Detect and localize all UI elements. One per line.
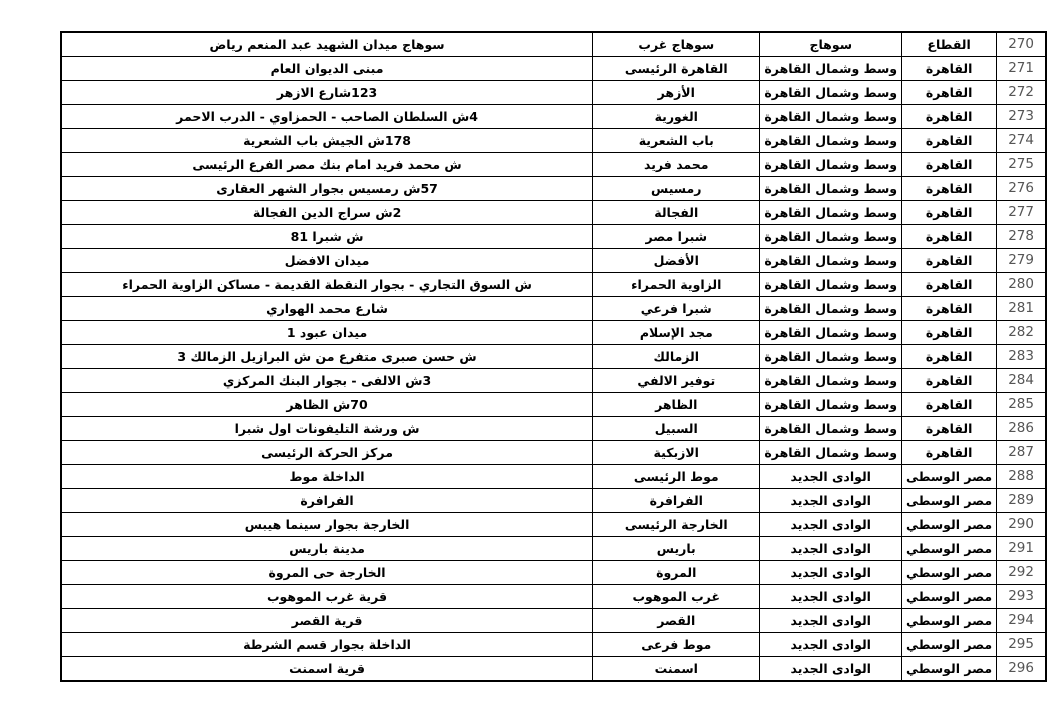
row-number-cell: 272 [997, 81, 1046, 105]
row-number-cell: 284 [997, 369, 1046, 393]
region-cell: وسط وشمال القاهرة [760, 345, 902, 369]
region-cell: وسط وشمال القاهرة [760, 297, 902, 321]
sector-cell: القاهرة [902, 393, 997, 417]
region-cell: وسط وشمال القاهرة [760, 249, 902, 273]
table-row [61, 105, 1046, 129]
row-number-cell: 290 [997, 513, 1046, 537]
office-cell: مجد الإسلام [593, 321, 760, 345]
row-number-cell: 294 [997, 609, 1046, 633]
sector-cell: مصر الوسطي [902, 561, 997, 585]
office-cell: توفير الالفي [593, 369, 760, 393]
office-cell: سوهاج غرب [593, 32, 760, 57]
table-row [61, 417, 1046, 441]
office-cell: غرب الموهوب [593, 585, 760, 609]
address-cell: 3ش الالفى - بجوار البنك المركزي [61, 369, 593, 393]
sector-cell: القاهرة [902, 441, 997, 465]
office-cell: باب الشعرية [593, 129, 760, 153]
row-number-cell: 286 [997, 417, 1046, 441]
sector-cell: القاهرة [902, 297, 997, 321]
office-cell: رمسيس [593, 177, 760, 201]
office-cell: الزاوية الحمراء [593, 273, 760, 297]
region-cell: الوادى الجديد [760, 561, 902, 585]
row-number-cell: 295 [997, 633, 1046, 657]
address-cell: ميدان عبود 1 [61, 321, 593, 345]
address-cell: ميدان الافضل [61, 249, 593, 273]
office-cell: الأفضل [593, 249, 760, 273]
region-cell: وسط وشمال القاهرة [760, 369, 902, 393]
table-row [61, 81, 1046, 105]
office-cell: الغورية [593, 105, 760, 129]
office-cell: الظاهر [593, 393, 760, 417]
address-cell: الخارجة بجوار سينما هيبس [61, 513, 593, 537]
office-cell: موط الرئيسى [593, 465, 760, 489]
region-cell: الوادى الجديد [760, 465, 902, 489]
office-cell: الزمالك [593, 345, 760, 369]
region-cell: الوادى الجديد [760, 489, 902, 513]
row-number-cell: 287 [997, 441, 1046, 465]
address-cell: 123شارع الازهر [61, 81, 593, 105]
address-cell: الخارجة حى المروة [61, 561, 593, 585]
table-row [61, 441, 1046, 465]
address-cell: 57ش رمسيس بجوار الشهر العقارى [61, 177, 593, 201]
office-cell: المروة [593, 561, 760, 585]
region-cell: الوادى الجديد [760, 609, 902, 633]
table-row [61, 249, 1046, 273]
row-number-cell: 285 [997, 393, 1046, 417]
branch-table [60, 31, 1047, 682]
region-cell: الوادى الجديد [760, 633, 902, 657]
row-number-cell: 273 [997, 105, 1046, 129]
sector-cell: القاهرة [902, 57, 997, 81]
region-cell: سوهاج [760, 32, 902, 57]
sector-cell: مصر الوسطي [902, 633, 997, 657]
region-cell: وسط وشمال القاهرة [760, 129, 902, 153]
row-number-cell: 275 [997, 153, 1046, 177]
address-cell: قرية القصر [61, 609, 593, 633]
branch-table-body [61, 32, 1046, 681]
row-number-cell: 288 [997, 465, 1046, 489]
office-cell: الخارجة الرئيسى [593, 513, 760, 537]
sector-cell: القاهرة [902, 177, 997, 201]
address-cell: ش محمد فريد امام بنك مصر الفرع الرئيسى [61, 153, 593, 177]
table-row [61, 345, 1046, 369]
address-cell: مبنى الديوان العام [61, 57, 593, 81]
table-row [61, 177, 1046, 201]
table-row [61, 32, 1046, 57]
sector-cell: القاهرة [902, 129, 997, 153]
region-cell: وسط وشمال القاهرة [760, 177, 902, 201]
region-cell: الوادى الجديد [760, 513, 902, 537]
region-cell: وسط وشمال القاهرة [760, 393, 902, 417]
table-row [61, 561, 1046, 585]
sector-cell: مصر الوسطي [902, 657, 997, 682]
address-cell: سوهاج ميدان الشهيد عبد المنعم رياض [61, 32, 593, 57]
table-row [61, 321, 1046, 345]
sector-cell: القاهرة [902, 105, 997, 129]
row-number-cell: 279 [997, 249, 1046, 273]
office-cell: القاهرة الرئيسى [593, 57, 760, 81]
region-cell: وسط وشمال القاهرة [760, 225, 902, 249]
office-cell: شبرا فرعي [593, 297, 760, 321]
office-cell: الأزهر [593, 81, 760, 105]
office-cell: السبيل [593, 417, 760, 441]
table-row [61, 489, 1046, 513]
table-row [61, 609, 1046, 633]
region-cell: وسط وشمال القاهرة [760, 81, 902, 105]
sector-cell: مصر الوسطي [902, 609, 997, 633]
region-cell: وسط وشمال القاهرة [760, 201, 902, 225]
region-cell: وسط وشمال القاهرة [760, 273, 902, 297]
sector-cell: القاهرة [902, 321, 997, 345]
row-number-cell: 277 [997, 201, 1046, 225]
row-number-cell: 291 [997, 537, 1046, 561]
region-cell: وسط وشمال القاهرة [760, 321, 902, 345]
table-row [61, 465, 1046, 489]
sector-cell: القاهرة [902, 369, 997, 393]
sector-cell: مصر الوسطي [902, 537, 997, 561]
office-cell: باريس [593, 537, 760, 561]
sector-cell: مصر الوسطي [902, 513, 997, 537]
row-number-cell: 293 [997, 585, 1046, 609]
table-row [61, 129, 1046, 153]
office-cell: الازبكية [593, 441, 760, 465]
sector-cell: القاهرة [902, 249, 997, 273]
row-number-cell: 270 [997, 32, 1046, 57]
office-cell: الفرافرة [593, 489, 760, 513]
office-cell: شبرا مصر [593, 225, 760, 249]
sector-cell: القاهرة [902, 417, 997, 441]
region-cell: وسط وشمال القاهرة [760, 105, 902, 129]
sector-cell: القاهرة [902, 273, 997, 297]
address-cell: 2ش سراج الدين الفجالة [61, 201, 593, 225]
region-cell: وسط وشمال القاهرة [760, 441, 902, 465]
address-cell: قرية غرب الموهوب [61, 585, 593, 609]
row-number-cell: 271 [997, 57, 1046, 81]
row-number-cell: 292 [997, 561, 1046, 585]
table-row [61, 153, 1046, 177]
row-number-cell: 283 [997, 345, 1046, 369]
address-cell: مركز الحركة الرئيسى [61, 441, 593, 465]
office-cell: اسمنت [593, 657, 760, 682]
sector-cell: القاهرة [902, 81, 997, 105]
address-cell: قرية اسمنت [61, 657, 593, 682]
table-row [61, 513, 1046, 537]
address-cell: 4ش السلطان الصاحب - الحمزاوي - الدرب الاحمر [61, 105, 593, 129]
address-cell: 178ش الجيش باب الشعرية [61, 129, 593, 153]
address-cell: شارع محمد الهواري [61, 297, 593, 321]
table-row [61, 273, 1046, 297]
sector-cell: مصر الوسطي [902, 585, 997, 609]
row-number-cell: 280 [997, 273, 1046, 297]
table-row [61, 201, 1046, 225]
region-cell: الوادى الجديد [760, 537, 902, 561]
row-number-cell: 282 [997, 321, 1046, 345]
address-cell: ش السوق التجاري - بجوار النقطة القديمة - مساكن الزاوية الحمراء [61, 273, 593, 297]
address-cell: 70ش الظاهر [61, 393, 593, 417]
address-cell: الداخلة بجوار قسم الشرطة [61, 633, 593, 657]
table-row [61, 633, 1046, 657]
sector-cell: القطاع [902, 32, 997, 57]
address-cell: الفرافرة [61, 489, 593, 513]
table-row [61, 225, 1046, 249]
region-cell: الوادى الجديد [760, 657, 902, 682]
table-row [61, 57, 1046, 81]
address-cell: ش حسن صبرى متفرع من ش البرازيل الزمالك 3 [61, 345, 593, 369]
sector-cell: القاهرة [902, 225, 997, 249]
region-cell: الوادى الجديد [760, 585, 902, 609]
office-cell: محمد فريد [593, 153, 760, 177]
row-number-cell: 278 [997, 225, 1046, 249]
address-cell: ش ورشة التليفونات اول شبرا [61, 417, 593, 441]
sector-cell: القاهرة [902, 153, 997, 177]
address-cell: الداخلة موط [61, 465, 593, 489]
row-number-cell: 289 [997, 489, 1046, 513]
sector-cell: مصر الوسطى [902, 489, 997, 513]
row-number-cell: 296 [997, 657, 1046, 682]
office-cell: الفجالة [593, 201, 760, 225]
region-cell: وسط وشمال القاهرة [760, 153, 902, 177]
table-row [61, 537, 1046, 561]
sector-cell: القاهرة [902, 345, 997, 369]
office-cell: موط فرعى [593, 633, 760, 657]
address-cell: ش شبرا 81 [61, 225, 593, 249]
table-row [61, 297, 1046, 321]
office-cell: القصر [593, 609, 760, 633]
row-number-cell: 281 [997, 297, 1046, 321]
table-row [61, 657, 1046, 682]
sector-cell: مصر الوسطى [902, 465, 997, 489]
region-cell: وسط وشمال القاهرة [760, 57, 902, 81]
row-number-cell: 276 [997, 177, 1046, 201]
address-cell: مدينة باريس [61, 537, 593, 561]
table-row [61, 393, 1046, 417]
table-row [61, 369, 1046, 393]
region-cell: وسط وشمال القاهرة [760, 417, 902, 441]
sector-cell: القاهرة [902, 201, 997, 225]
table-row [61, 585, 1046, 609]
row-number-cell: 274 [997, 129, 1046, 153]
